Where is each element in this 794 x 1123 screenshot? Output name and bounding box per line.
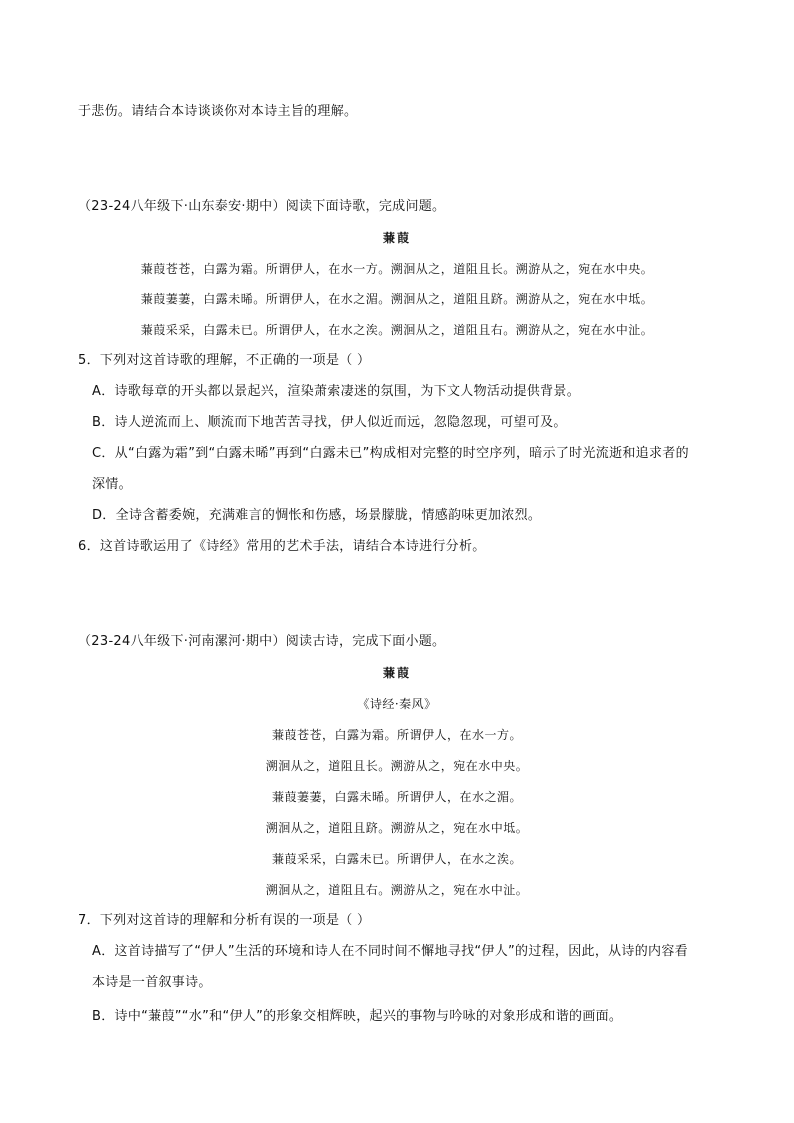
q5-stem: 5．下列对这首诗歌的理解，不正确的一项是（ ） bbox=[78, 353, 371, 368]
section2-poem-line-5: 蒹葭采采，白露未已。所谓伊人，在水之涘。 bbox=[271, 852, 522, 866]
q7-option-a-line1: A．这首诗描写了“伊人”生活的环境和诗人在不同时间不懈地寻找“伊人”的过程，因此，从诗的内容看 bbox=[92, 944, 688, 959]
section1-poem-line-1: 蒹葭苍苍，白露为霜。所谓伊人，在水一方。溯洄从之，道阻且长。溯游从之，宛在水中央。 bbox=[140, 262, 654, 276]
section2-poem-line-1: 蒹葭苍苍，白露为霜。所谓伊人，在水一方。 bbox=[271, 728, 522, 742]
section2-poem-source: 《诗经·秦风》 bbox=[357, 697, 437, 711]
section2-poem-line-4: 溯洄从之，道阻且跻。溯游从之，宛在水中坻。 bbox=[265, 821, 529, 835]
section1-poem-title: 蒹葭 bbox=[382, 231, 411, 245]
q5-option-c-line1: C．从“白露为霜”到“白露未晞”再到“白露未已”构成相对完整的时空序列，暗示了时光流逝和追求者的 bbox=[92, 446, 689, 461]
section1-source: （23-24八年级下·山东泰安·期中）阅读下面诗歌，完成问题。 bbox=[78, 199, 446, 214]
intro-tail-text: 于悲伤。请结合本诗谈谈你对本诗主旨的理解。 bbox=[78, 104, 358, 119]
q7-option-a-line2: 本诗是一首叙事诗。 bbox=[92, 975, 212, 990]
section2-poem-line-6: 溯洄从之，道阻且右。溯游从之，宛在水中沚。 bbox=[265, 883, 529, 897]
q6-stem: 6．这首诗歌运用了《诗经》常用的艺术手法，请结合本诗进行分析。 bbox=[78, 539, 486, 554]
q5-option-d: D．全诗含蓄委婉，充满难言的惆怅和伤感，场景朦胧，情感韵味更加浓烈。 bbox=[92, 508, 542, 523]
section2-source: （23-24八年级下·河南漯河·期中）阅读古诗，完成下面小题。 bbox=[78, 634, 446, 649]
section1-poem-line-2: 蒹葭萋萋，白露未晞。所谓伊人，在水之湄。溯洄从之，道阻且跻。溯游从之，宛在水中坻。 bbox=[140, 292, 654, 306]
q5-option-b: B．诗人逆流而上、顺流而下地苦苦寻找，伊人似近而远，忽隐忽现，可望可及。 bbox=[92, 415, 567, 430]
section2-poem-line-3: 蒹葭萋萋，白露未晞。所谓伊人，在水之湄。 bbox=[271, 790, 522, 804]
q5-option-c-line2: 深情。 bbox=[92, 477, 132, 492]
q7-option-b: B．诗中“蒹葭”“水”和“伊人”的形象交相辉映，起兴的事物与吟咏的对象形成和谐的画面。 bbox=[92, 1009, 623, 1024]
section2-poem-line-2: 溯洄从之，道阻且长。溯游从之，宛在水中央。 bbox=[265, 759, 529, 773]
q7-stem: 7．下列对这首诗的理解和分析有误的一项是（ ） bbox=[78, 913, 371, 928]
section1-poem-line-3: 蒹葭采采，白露未已。所谓伊人，在水之涘。溯洄从之，道阻且右。溯游从之，宛在水中沚。 bbox=[140, 323, 654, 337]
q5-option-a: A．诗歌每章的开头都以景起兴，渲染萧索凄迷的氛围，为下文人物活动提供背景。 bbox=[92, 384, 580, 399]
section2-poem-title: 蒹葭 bbox=[382, 666, 411, 680]
